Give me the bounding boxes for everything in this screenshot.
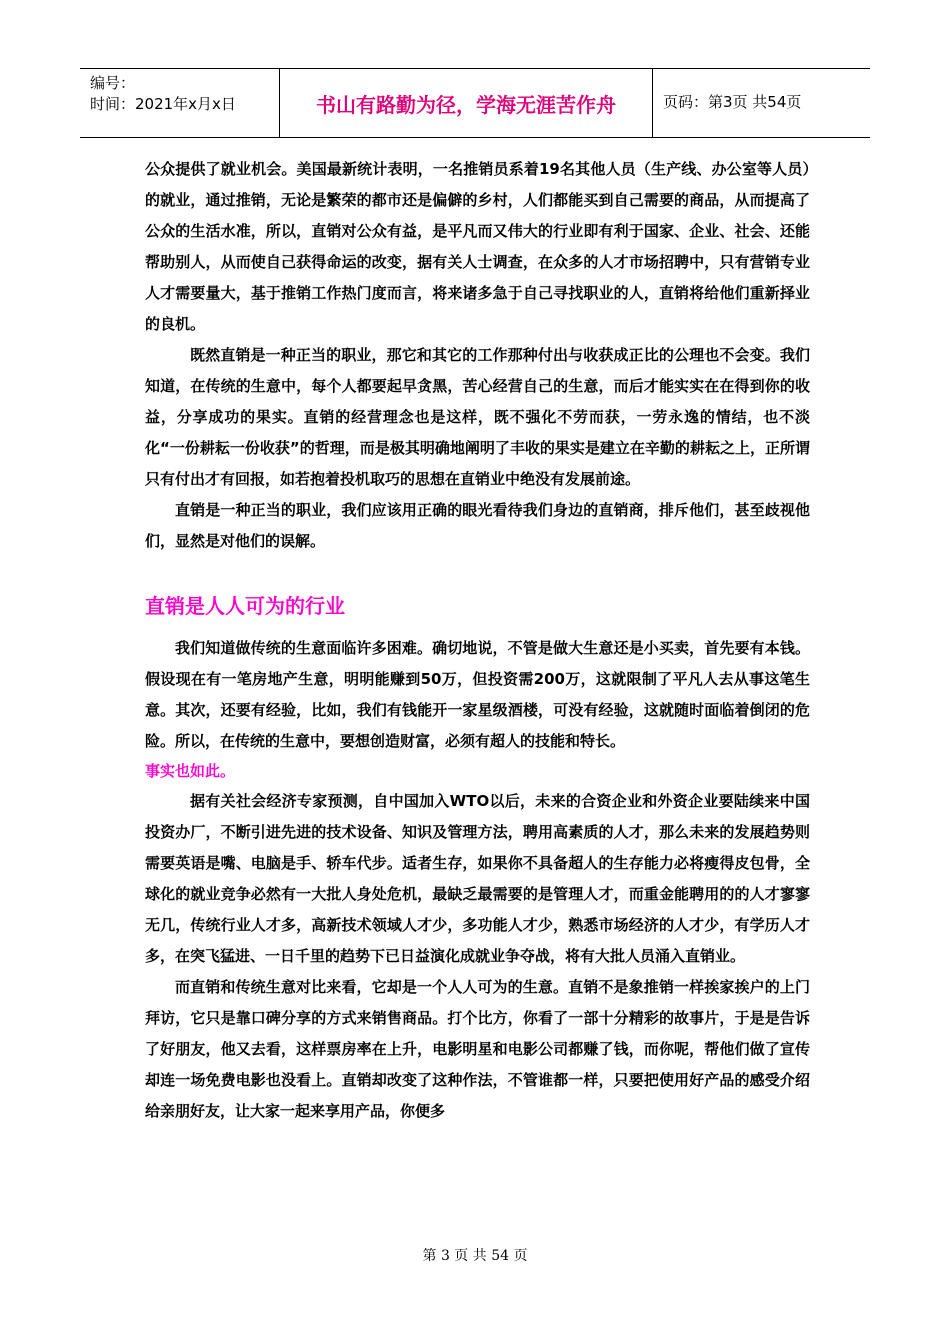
page-header xyxy=(80,68,870,138)
paragraph-4: 我们知道做传统的生意面临许多困难。确切地说，不管是做大生意还是小买卖，首先要有本钱。假设现在有一笔房地产生意，明明能赚到50万，但投资需200万，这就限制了平凡人去从事这笔生意。其次，还要有经验，比如，我们有钱能开一家星级酒楼，可没有经验，这就随时面临着倒闭的危险。所以，在传统的生意中，要想创造财富，必须有超人的技能和特长。 xyxy=(145,639,810,750)
paragraph-3: 直销是一种正当的职业，我们应该用正确的眼光看待我们身边的直销商，排斥他们，甚至歧视他们，显然是对他们的误解。 xyxy=(145,501,810,550)
highlight-text: 事实也如此。 xyxy=(145,762,236,780)
document-number-label: 编号： xyxy=(90,74,136,92)
document-date: 时间：2021年x月x日 xyxy=(90,95,236,113)
document-body xyxy=(145,154,810,1127)
header-meta xyxy=(80,69,280,137)
header-motto: 书山有路勤为径，学海无涯苦作舟 xyxy=(280,69,653,137)
section-title: 直销是人人可为的行业 xyxy=(145,594,345,618)
paragraph-2: 既然直销是一种正当的职业，那它和其它的工作那种付出与收获成正比的公理也不会变。我们知道，在传统的生意中，每个人都要起早贪黑，苦心经营自己的生意，而后才能实实在在得到你的收益，分享成功的果实。直销的经营理念也是这样，既不强化不劳而获，一劳永逸的情结，也不淡化“一份耕耘一份收获”的哲理，而是极其明确地阐明了丰收的果实是建立在辛勤的耕耘之上，正所谓只有付出才有回报，如若抱着投机取巧的思想在直销业中绝没有发展前途。 xyxy=(145,346,810,488)
page-footer: 第 3 页 共 54 页 xyxy=(422,1248,528,1264)
header-page-info: 页码：第3页 共54页 xyxy=(663,93,802,111)
paragraph-5: 据有关社会经济专家预测，自中国加入WTO以后，未来的合资企业和外资企业要陆续来中国投资办厂，不断引进先进的技术设备、知识及管理方法，聘用高素质的人才，那么未来的发展趋势则需要英语是嘴、电脑是手、轿车代步。适者生存，如果你不具备超人的生存能力必将瘦得皮包骨，全球化的就业竞争必然有一大批人身处危机，最缺乏最需要的是管理人才，而重金能聘用的的人才寥寥无几，传统行业人才多，高新技术领域人才少，多功能人才少，熟悉市场经济的人才少，有学历人才多，在突飞猛进、一日千里的趋势下已日益演化成就业争夺战，将有大批人员涌入直销业。 xyxy=(145,792,810,965)
paragraph-1: 公众提供了就业机会。美国最新统计表明，一名推销员系着19名其他人员（生产线、办公室等人员）的就业，通过推销，无论是繁荣的都市还是偏僻的乡村，人们都能买到自己需要的商品，从而提高了公众的生活水准，所以，直销对公众有益，是平凡而又伟大的行业即有利于国家、企业、社会、还能帮助别人，从而使自己获得命运的改变，据有关人士调查，在众多的人才市场招聘中，只有营销专业人才需要量大，基于推销工作热门度而言，将来诸多急于自己寻找职业的人，直销将给他们重新择业的良机。 xyxy=(145,160,810,333)
paragraph-6: 而直销和传统生意对比来看，它却是一个人人可为的生意。直销不是象推销一样挨家挨户的上门拜访，它只是靠口碑分享的方式来销售商品。打个比方，你看了一部十分精彩的故事片，于是是告诉了好朋友，他又去看，这样票房率在上升，电影明星和电影公司都赚了钱，而你呢，帮他们做了宣传却连一场免费电影也没看上。直销却改变了这种作法，不管谁都一样，只要把使用好产品的感受介绍给亲朋好友，让大家一起来享用产品，你便多 xyxy=(145,978,810,1120)
